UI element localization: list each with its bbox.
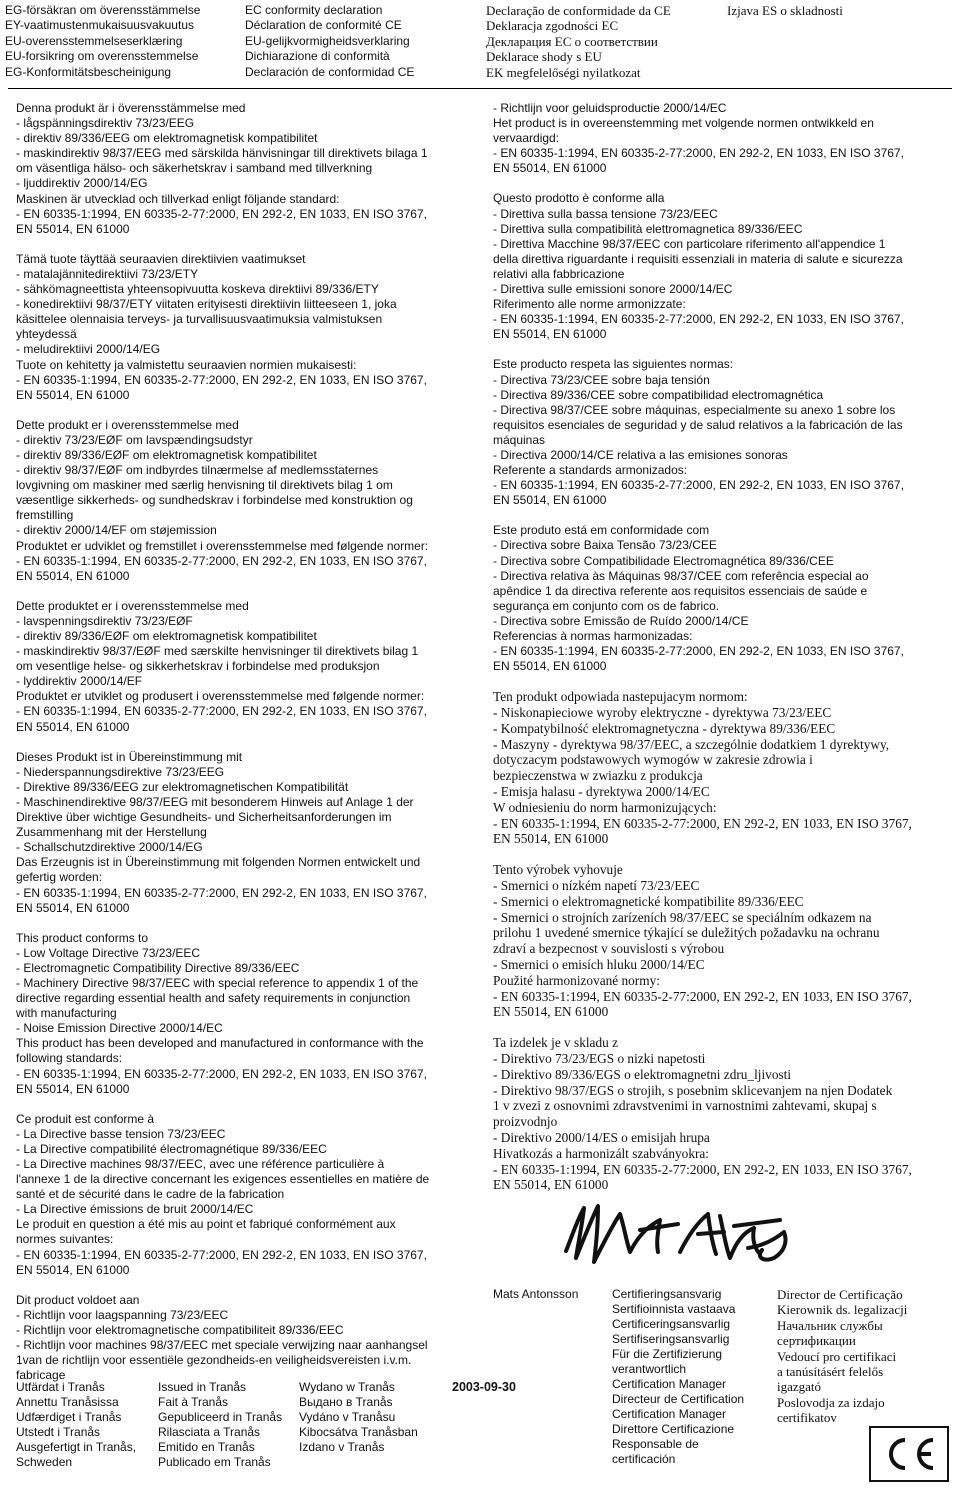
declaration-line: - Richtlijn voor laagspanning 73/23/EEC bbox=[16, 1307, 229, 1322]
declaration-line: Tämä tuote täyttää seuraavien direktiivien vaatimukset bbox=[16, 251, 306, 266]
declaration-line: - EN 60335-1:1994, EN 60335-2-77:2000, EN 292-2, EN 1033, EN ISO 3767, bbox=[493, 644, 904, 659]
declaration-line: Zusammenhang mit der Herstellung bbox=[16, 825, 207, 840]
declaration-line: Tento výrobek vyhovuje bbox=[493, 862, 623, 878]
issued-place-col-1 bbox=[16, 1380, 136, 1470]
declaration-line: - direktiv 89/336/EØF om elektromagnetisk kompatibilitet bbox=[16, 447, 317, 462]
declaration-line: Ta izdelek je v skladu z bbox=[493, 1035, 618, 1051]
declaration-line: dotyczacym podstawowych wymogów w zakresie zdrowia i bbox=[493, 752, 813, 768]
declaration-line: following standards: bbox=[16, 1051, 123, 1066]
declaration-section bbox=[493, 862, 948, 1020]
declaration-line: - EN 60335-1:1994, EN 60335-2-77:2000, EN 292-2, EN 1033, EN ISO 3767, bbox=[16, 206, 427, 221]
header-line: Declaração de conformidade da CE bbox=[486, 3, 671, 18]
declaration-line: - meludirektiivi 2000/14/EG bbox=[16, 342, 161, 357]
declaration-line: Ce produit est conforme à bbox=[16, 1111, 155, 1126]
header-line: Deklarace shody s EU bbox=[486, 49, 602, 65]
title-line: Responsable de bbox=[612, 1437, 699, 1451]
declaration-line: prilohu 1 uvedené smernice týkající se duležitých požadavku na ochranu bbox=[493, 925, 880, 941]
declaration-line: lovgivning om maskiner med særlig henvisning til direktivets bilag 1 om bbox=[16, 478, 393, 493]
declaration-line: EN 55014, EN 61000 bbox=[16, 221, 130, 236]
header-col-2 bbox=[245, 3, 414, 80]
title-line: Kierownik ds. legalizacji bbox=[777, 1302, 908, 1318]
declaration-line: om väsentliga hälso- och säkerhetskrav i samband med tillverkning bbox=[16, 161, 373, 176]
declaration-line: - Direttiva sulla compatibilità elettromagnetica 89/336/EEC bbox=[493, 221, 803, 236]
declaration-line: zdraví a bezpecnost v souvislosti s výrobou bbox=[493, 941, 725, 957]
declaration-line: Questo prodotto è conforme alla bbox=[493, 191, 665, 206]
issued-line: Выдано в Tranås bbox=[299, 1395, 393, 1409]
declaration-line: vervaardigd: bbox=[493, 131, 560, 146]
declaration-line: - konedirektiivi 98/37/ETY viitaten erityisesti direktiivin liitteeseen 1, joka bbox=[16, 297, 397, 312]
header-col-1 bbox=[5, 3, 200, 80]
title-line: igazgató bbox=[777, 1379, 822, 1395]
declaration-line: - Directiva sobre Emissão de Ruído 2000/14/CE bbox=[493, 613, 749, 628]
issued-line: Gepubliceerd in Tranås bbox=[158, 1410, 283, 1424]
declaration-line: Das Erzeugnis ist in Übereinstimmung mit folgenden Normen entwickelt und bbox=[16, 855, 421, 870]
header-col-3 bbox=[486, 3, 671, 80]
ce-mark bbox=[869, 1426, 949, 1482]
declaration-line: Ten produkt odpowiada nastepujacym normom: bbox=[493, 689, 748, 705]
declaration-line: - EN 60335-1:1994, EN 60335-2-77:2000, EN 292-2, EN 1033, EN ISO 3767, bbox=[493, 1161, 912, 1177]
declaration-line: EN 55014, EN 61000 bbox=[493, 831, 609, 847]
declaration-line: bezpieczenstwa w zwiazku z produkcja bbox=[493, 768, 703, 784]
declaration-line: - Smernici o elektromagnetické kompatibilite 89/336/EEC bbox=[493, 893, 804, 909]
declaration-line: - Machinery Directive 98/37/EEC with special reference to appendix 1 of the bbox=[16, 975, 419, 990]
declaration-line: l'annexe 1 de la directive concernant les exigences essentielles en matière de bbox=[16, 1172, 430, 1187]
declaration-line: Produktet er udviklet og fremstillet i overensstemmelse med følgende normer: bbox=[16, 538, 429, 553]
declaration-section bbox=[16, 101, 476, 237]
declaration-line: - Directiva sobre Compatibilidade Electromagnética 89/336/CEE bbox=[493, 553, 834, 568]
declaration-line: - Direktivo 73/23/EGS o nizki napetosti bbox=[493, 1051, 706, 1067]
declaration-line: - direktiv 2000/14/EF om støjemission bbox=[16, 523, 217, 538]
declaration-line: - EN 60335-1:1994, EN 60335-2-77:2000, EN 292-2, EN 1033, EN ISO 3767, bbox=[16, 704, 427, 719]
declaration-line: - Smernici o emisích hluku 2000/14/EC bbox=[493, 957, 705, 973]
issued-place-col-3 bbox=[299, 1380, 418, 1455]
declaration-line: - Direktivo 98/37/EGS o strojih, s posebnim sklicevanjem na njen Dodatek bbox=[493, 1082, 893, 1098]
declaration-line: EN 55014, EN 61000 bbox=[16, 1081, 130, 1096]
header-line: EU-gelijkvormigheidsverklaring bbox=[245, 33, 410, 48]
issued-line: Fait à Tranås bbox=[158, 1395, 229, 1409]
declaration-line: with manufacturing bbox=[16, 1006, 117, 1021]
declaration-line: - Direttiva sulle emissioni sonore 2000/14/EC bbox=[493, 282, 733, 297]
title-line: Poslovodja za izdajo bbox=[777, 1394, 885, 1410]
issued-line: Udfærdiget i Tranås bbox=[16, 1410, 122, 1424]
declaration-line: - EN 60335-1:1994, EN 60335-2-77:2000, EN 292-2, EN 1033, EN ISO 3767, bbox=[16, 372, 427, 387]
declaration-section bbox=[16, 931, 476, 1097]
declaration-line: - direktiv 89/336/EEG om elektromagnetisk kompatibilitet bbox=[16, 131, 318, 146]
header-line: Декларация ЕС о соответствии bbox=[486, 33, 658, 49]
issued-line: Emitido en Tranås bbox=[158, 1440, 255, 1454]
declaration-line: - Smernici o strojních zarízeních 98/37/EEC se speciálním odkazem na bbox=[493, 909, 872, 925]
declaration-line: - Direttiva Macchine 98/37/EEC con particolare riferimento all'appendice 1 bbox=[493, 236, 886, 251]
declaration-line: Direktive über wichtige Gesundheits- und Sicherheitsanforderungen im bbox=[16, 810, 392, 825]
declaration-line: - Noise Emission Directive 2000/14/EC bbox=[16, 1021, 223, 1036]
declaration-line: - Directiva 73/23/CEE sobre baja tensión bbox=[493, 372, 710, 387]
declaration-line: - EN 60335-1:1994, EN 60335-2-77:2000, EN 292-2, EN 1033, EN ISO 3767, bbox=[493, 312, 904, 327]
declaration-line: - EN 60335-1:1994, EN 60335-2-77:2000, EN 292-2, EN 1033, EN ISO 3767, bbox=[493, 478, 904, 493]
header-line: Déclaration de conformité CE bbox=[245, 18, 402, 33]
declaration-line: - La Directive machines 98/37/EEC, avec une référence particulière à bbox=[16, 1157, 385, 1171]
declaration-line: - lågspänningsdirektiv 73/23/EEG bbox=[16, 116, 195, 131]
declaration-line: máquinas bbox=[493, 432, 546, 447]
declaration-line: - ljuddirektiv 2000/14/EG bbox=[16, 176, 148, 191]
declaration-line: - Richtlijn voor geluidsproductie 2000/14/EC bbox=[493, 101, 727, 115]
declaration-section bbox=[16, 1112, 476, 1278]
title-line: Sertifioinnista vastaava bbox=[612, 1302, 736, 1316]
declaration-section bbox=[493, 191, 948, 342]
declaration-line: - Directiva relativa às Máquinas 98/37/CEE com referência especial ao bbox=[493, 568, 869, 583]
declaration-line: - EN 60335-1:1994, EN 60335-2-77:2000, EN 292-2, EN 1033, EN ISO 3767, bbox=[493, 815, 912, 831]
title-line: verantwortlich bbox=[612, 1362, 687, 1376]
declaration-line: - La Directive émissions de bruit 2000/14/EC bbox=[16, 1202, 254, 1217]
declaration-line: - EN 60335-1:1994, EN 60335-2-77:2000, EN 292-2, EN 1033, EN ISO 3767, bbox=[493, 146, 904, 161]
declaration-line: Dieses Produkt ist in Übereinstimmung mit bbox=[16, 749, 243, 764]
header-line: Dichiarazione di conformità bbox=[245, 49, 390, 64]
declaration-line: normes suivantes: bbox=[16, 1232, 114, 1247]
title-line: Für die Zertifizierung bbox=[612, 1347, 723, 1361]
issued-line: Rilasciata a Tranås bbox=[158, 1425, 261, 1439]
declaration-line: EN 55014, EN 61000 bbox=[493, 327, 607, 342]
declaration-line: Použité harmonizované normy: bbox=[493, 972, 660, 988]
issued-line: Publicado em Tranås bbox=[158, 1455, 271, 1469]
declaration-line: - Kompatybilność elektromagnetyczna - dyrektywa 89/336/EEC bbox=[493, 720, 836, 736]
issued-line: Issued in Tranås bbox=[158, 1380, 247, 1394]
declaration-line: EN 55014, EN 61000 bbox=[493, 493, 607, 508]
declaration-line: - Niederspannungsdirektive 73/23/EEG bbox=[16, 764, 225, 779]
declaration-line: EN 55014, EN 61000 bbox=[16, 719, 130, 734]
declaration-line: Le produit en question a été mis au point et fabriqué conformément aux bbox=[16, 1217, 396, 1232]
declaration-line: - Maschinendirektive 98/37/EEG mit besonderem Hinweis auf Anlage 1 der bbox=[16, 794, 414, 809]
declaration-line: Referencias à normas harmonizadas: bbox=[493, 629, 693, 643]
declaration-section bbox=[16, 252, 476, 403]
declaration-line: - direktiv 89/336/EØF om elektromagnetisk kompatibilitet bbox=[16, 629, 317, 643]
header-col-4 bbox=[727, 3, 843, 18]
declaration-line: - EN 60335-1:1994, EN 60335-2-77:2000, EN 292-2, EN 1033, EN ISO 3767, bbox=[16, 1066, 427, 1081]
declaration-line: käsittelee olennaisia terveys- ja turvallisuusvaatimuksia valmistuksen bbox=[16, 312, 383, 327]
title-line: Directeur de Certification bbox=[612, 1392, 745, 1406]
declaration-line: Referente a standards armonizados: bbox=[493, 463, 688, 478]
declaration-line: This product conforms to bbox=[16, 930, 149, 945]
header-line: EG-försäkran om överensstämmelse bbox=[5, 3, 201, 17]
declaration-section bbox=[493, 101, 948, 176]
declaration-line: - lavspenningsdirektiv 73/23/EØF bbox=[16, 613, 193, 628]
declaration-line: segurança em conjunto com os de fabrico. bbox=[493, 598, 720, 613]
declaration-line: - Electromagnetic Compatibility Directive 89/336/EEC bbox=[16, 960, 300, 975]
header-divider bbox=[8, 88, 952, 89]
declaration-section bbox=[16, 1293, 476, 1384]
issued-line: Utstedt i Tranås bbox=[16, 1425, 101, 1439]
declaration-line: Dit product voldoet aan bbox=[16, 1292, 140, 1307]
title-line: certifikatov bbox=[777, 1410, 837, 1426]
declaration-section bbox=[16, 750, 476, 916]
declaration-line: væsentlige sikkerheds- og sundhedskrav i forbindelse med konstruktion og bbox=[16, 493, 413, 508]
signatory-name: Mats Antonsson bbox=[493, 1287, 579, 1301]
declaration-section bbox=[493, 523, 948, 674]
issued-place-col-2 bbox=[158, 1380, 282, 1470]
title-line: Certifieringsansvarig bbox=[612, 1287, 722, 1301]
declaration-line: Este produto está em conformidade com bbox=[493, 523, 710, 538]
declaration-line: - Low Voltage Directive 73/23/EEC bbox=[16, 945, 201, 960]
declaration-line: relativi alla fabbricazione bbox=[493, 266, 625, 281]
declaration-line: EN 55014, EN 61000 bbox=[16, 900, 130, 915]
declaration-line: - Direktivo 89/336/EGS o elektromagnetni zdru_ljivosti bbox=[493, 1066, 792, 1082]
declaration-line: Tuote on kehitetty ja valmistettu seuraavien normien mukaisesti: bbox=[16, 357, 357, 372]
left-column bbox=[16, 101, 476, 1398]
declaration-line: - direktiv 73/23/EØF om lavspændingsudstyr bbox=[16, 432, 253, 447]
title-line: certificación bbox=[612, 1452, 676, 1466]
declaration-line: santé et de sécurité dans le cadre de la fabrication bbox=[16, 1187, 285, 1202]
issued-line: Kibocsátva Tranåsban bbox=[299, 1425, 418, 1439]
declaration-line: - Richtlijn voor machines 98/37/EEC met speciale verwijzing naar aanhangsel bbox=[16, 1338, 428, 1353]
declaration-line: EN 55014, EN 61000 bbox=[16, 387, 130, 402]
declaration-line: Este producto respeta las siguientes normas: bbox=[493, 357, 734, 372]
declaration-line: - lyddirektiv 2000/14/EF bbox=[16, 674, 143, 689]
header-line: Declaración de conformidad CE bbox=[245, 64, 415, 79]
declaration-line: Riferimento alle norme armonizzate: bbox=[493, 297, 686, 312]
title-line: сертификации bbox=[777, 1333, 856, 1349]
header-line: EU-overensstemmelseserklæring bbox=[5, 33, 183, 48]
declaration-line: - Schallschutzdirektive 2000/14/EG bbox=[16, 840, 203, 855]
title-line: Director de Certificação bbox=[777, 1287, 903, 1302]
declaration-line: - EN 60335-1:1994, EN 60335-2-77:2000, EN 292-2, EN 1033, EN ISO 3767, bbox=[16, 1247, 427, 1262]
declaration-line: EN 55014, EN 61000 bbox=[493, 659, 607, 674]
declaration-line: - Direktive 89/336/EEG zur elektromagnetischen Kompatibilität bbox=[16, 779, 349, 794]
declaration-line: - La Directive basse tension 73/23/EEC bbox=[16, 1126, 226, 1141]
declaration-line: This product has been developed and manufactured in conformance with the bbox=[16, 1036, 424, 1051]
declaration-line: - Richtlijn voor elektromagnetische compatibiliteit 89/336/EEC bbox=[16, 1322, 344, 1337]
declaration-line: EN 55014, EN 61000 bbox=[16, 1262, 130, 1277]
declaration-section bbox=[493, 357, 948, 508]
declaration-line: fabricage bbox=[16, 1368, 66, 1383]
right-column bbox=[493, 101, 948, 1208]
declaration-line: - maskindirektiv 98/37/EØF med særskilte henvisninger til direktivets bilag 1 bbox=[16, 644, 419, 659]
declaration-line: - Direktivo 2000/14/ES o emisijah hrupa bbox=[493, 1130, 710, 1145]
declaration-line: - Directiva 98/37/CEE sobre máquinas, especialmente su anexo 1 sobre los bbox=[493, 402, 896, 417]
title-line: a tanúsításért felelős bbox=[777, 1364, 884, 1380]
issued-line: Wydano w Tranås bbox=[299, 1380, 395, 1394]
title-line: Direttore Certificazione bbox=[612, 1422, 735, 1436]
issue-date: 2003-09-30 bbox=[452, 1380, 516, 1394]
declaration-line: EN 55014, EN 61000 bbox=[16, 568, 130, 583]
declaration-line: requisitos esenciales de seguridad y de salud relativos a la fabricación de las bbox=[493, 417, 903, 432]
declaration-line: yhteydessä bbox=[16, 327, 77, 342]
declaration-line: - La Directive compatibilité électromagnétique 89/336/EEC bbox=[16, 1141, 327, 1156]
title-line: Sertifiseringsansvarlig bbox=[612, 1332, 730, 1346]
declaration-line: 1van de richtlijn voor essentiële gezondheids-en veiligheidsvereisten i.v.m. bbox=[16, 1353, 412, 1368]
signatory-titles-alt bbox=[777, 1287, 907, 1426]
title-line: Начальник службы bbox=[777, 1317, 883, 1333]
declaration-line: - Direttiva sulla bassa tensione 73/23/EEC bbox=[493, 206, 718, 221]
declaration-line: EN 55014, EN 61000 bbox=[493, 1177, 609, 1193]
declaration-line: - Directiva 2000/14/CE relativa a las emisiones sonoras bbox=[493, 447, 788, 462]
declaration-line: Dette produkt er i overensstemmelse med bbox=[16, 417, 239, 432]
issued-line: Vydáno v Tranåsu bbox=[299, 1410, 396, 1424]
declaration-line: EN 55014, EN 61000 bbox=[493, 161, 607, 176]
declaration-line: Dette produktet er i overensstemmelse med bbox=[16, 598, 249, 613]
issued-line: Utfärdat i Tranås bbox=[16, 1380, 105, 1394]
issued-line: Annettu Tranåsissa bbox=[16, 1395, 119, 1409]
header-line: EU-forsikring om overensstemmelse bbox=[5, 49, 199, 64]
header-line: Deklaracja zgodności EC bbox=[486, 18, 619, 34]
declaration-line: - maskindirektiv 98/37/EEG med särskilda hänvisningar till direktivets bilaga 1 bbox=[16, 146, 428, 161]
signatory-titles bbox=[612, 1287, 744, 1467]
declaration-line: Hivatkozás a harmonizált szabványokra: bbox=[493, 1145, 709, 1161]
header-line: EY-vaatimustenmukaisuusvakuutus bbox=[5, 18, 194, 33]
declaration-line: Denna produkt är i överensstämmelse med bbox=[16, 101, 246, 115]
declaration-section bbox=[16, 418, 476, 584]
declaration-line: - Directiva 89/336/CEE sobre compatibilidad electromagnética bbox=[493, 387, 824, 402]
declaration-line: W odniesieniu do norm harmonizujących: bbox=[493, 799, 717, 815]
title-line: Certificeringsansvarlig bbox=[612, 1317, 731, 1331]
declaration-line: - sähkömagneettista yhteensopivuutta koskeva direktiivi 89/336/ETY bbox=[16, 282, 379, 297]
declaration-line: - Maszyny - dyrektywa 98/37/EEC, a szczególnie dodatkiem 1 dyrektywy, bbox=[493, 736, 890, 752]
declaration-line: - EN 60335-1:1994, EN 60335-2-77:2000, EN 292-2, EN 1033, EN ISO 3767, bbox=[493, 988, 912, 1004]
header-line: Izjava ES o skladnosti bbox=[727, 3, 843, 18]
declaration-line: EN 55014, EN 61000 bbox=[493, 1004, 609, 1020]
declaration-line: - EN 60335-1:1994, EN 60335-2-77:2000, EN 292-2, EN 1033, EN ISO 3767, bbox=[16, 553, 427, 568]
declaration-line: - direktiv 98/37/EØF om indbyrdes tilnærmelse af medlemsstaternes bbox=[16, 463, 379, 478]
declaration-line: - Emisja halasu - dyrektywa 2000/14/EC bbox=[493, 784, 710, 800]
declaration-line: om vesentlige helse- og sikkerhetskrav i forbindelse med produksjon bbox=[16, 659, 380, 674]
declaration-section bbox=[493, 689, 948, 847]
issued-line: Schweden bbox=[16, 1455, 73, 1469]
header-line: EC conformity declaration bbox=[245, 3, 383, 17]
issued-line: Izdano v Tranås bbox=[299, 1440, 385, 1454]
declaration-line: directive regarding essential health and safety requirements in conjunction bbox=[16, 991, 411, 1006]
issued-line: Ausgefertigt in Tranås, bbox=[16, 1440, 137, 1454]
declaration-line: della direttiva riguardante i requisiti essenziali in materia di salute e sicurezza bbox=[493, 251, 903, 266]
declaration-line: - matalajännitedirektiivi 73/23/ETY bbox=[16, 266, 199, 281]
declaration-line: - EN 60335-1:1994, EN 60335-2-77:2000, EN 292-2, EN 1033, EN ISO 3767, bbox=[16, 885, 427, 900]
declaration-line: - Niskonapieciowe wyroby elektryczne - dyrektywa 73/23/EEC bbox=[493, 705, 832, 721]
declaration-line: fremstilling bbox=[16, 508, 74, 523]
declaration-line: - Smernici o nízkém napetí 73/23/EEC bbox=[493, 878, 700, 894]
ce-mark-icon bbox=[871, 1428, 946, 1479]
header-line: EG-Konformitätsbescheinigung bbox=[5, 64, 172, 79]
declaration-line: Produktet er utviklet og produsert i overensstemmelse med følgende normer: bbox=[16, 689, 425, 704]
signature bbox=[548, 1196, 808, 1276]
declaration-line: - Directiva sobre Baixa Tensão 73/23/CEE bbox=[493, 538, 717, 553]
title-line: Certification Manager bbox=[612, 1407, 727, 1421]
declaration-line: gefertig worden: bbox=[16, 870, 103, 885]
header-line: EK megfelelőségi nyilatkozat bbox=[486, 64, 641, 80]
title-line: Certification Manager bbox=[612, 1377, 727, 1391]
title-line: Vedoucí pro certifikaci bbox=[777, 1348, 897, 1364]
declaration-section bbox=[493, 1035, 948, 1193]
declaration-section bbox=[16, 599, 476, 735]
declaration-line: Maskinen är utvecklad och tillverkad enligt följande standard: bbox=[16, 191, 340, 206]
declaration-line: Het product is in overeenstemming met volgende normen ontwikkeld en bbox=[493, 116, 874, 131]
declaration-line: 1 v zvezi z osnovnimi zdravstvenimi in varnostnimi zahtevami, skupaj s bbox=[493, 1098, 877, 1114]
declaration-line: proizvodnjo bbox=[493, 1114, 558, 1130]
declaration-line: apêndice 1 da directiva referente aos requisitos essenciais de saúde e bbox=[493, 583, 868, 598]
